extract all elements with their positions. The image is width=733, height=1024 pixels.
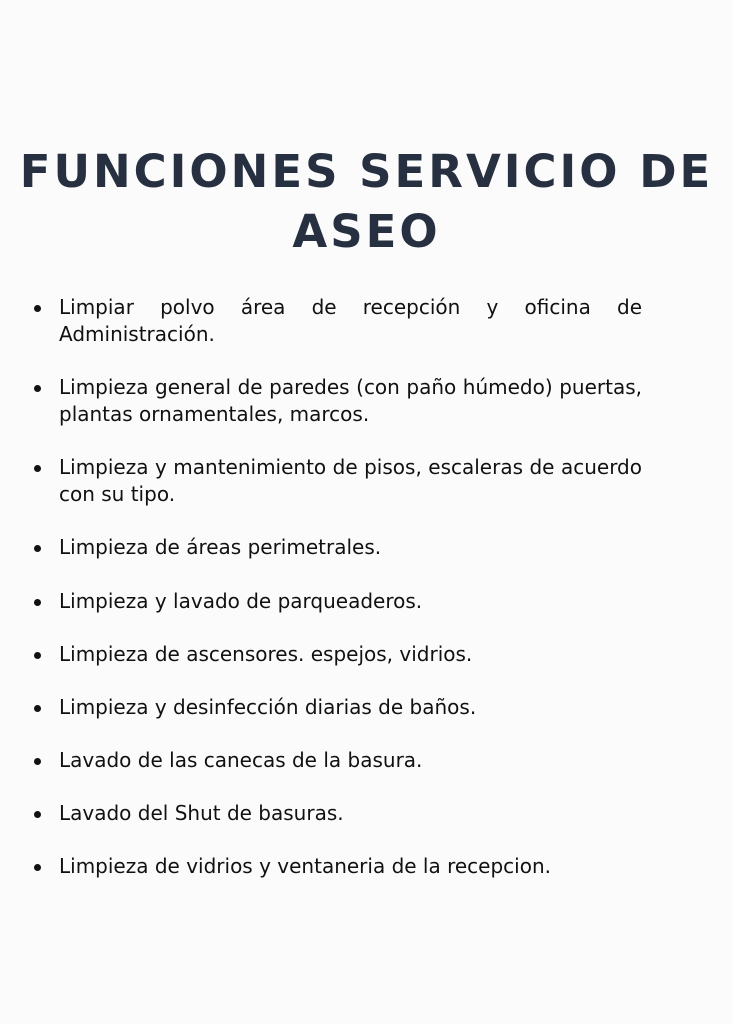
bullet-icon xyxy=(34,305,41,312)
function-item-2 xyxy=(0,374,733,428)
bullet-icon xyxy=(34,705,41,712)
bullet-icon xyxy=(34,758,41,765)
document-title xyxy=(0,142,733,262)
function-item-text: Lavado de las canecas de la basura. xyxy=(59,748,423,772)
function-item-text: Limpieza de vidrios y ventaneria de la recepcion. xyxy=(59,854,552,878)
function-item-text: Limpieza general de paredes (con paño húmedo) puertas, plantas ornamentales, marcos. xyxy=(59,375,642,426)
bullet-icon xyxy=(34,864,41,871)
title-line-1: FUNCIONES SERVICIO DE xyxy=(19,145,714,198)
function-item-text: Limpieza de áreas perimetrales. xyxy=(59,535,382,559)
function-item-10 xyxy=(0,853,733,880)
function-item-9 xyxy=(0,800,733,827)
function-item-text: Lavado del Shut de basuras. xyxy=(59,801,344,825)
function-item-text: Limpieza de ascensores. espejos, vidrios. xyxy=(59,642,473,666)
function-item-text: Limpieza y mantenimiento de pisos, escaleras de acuerdo con su tipo. xyxy=(59,455,642,506)
bullet-icon xyxy=(34,545,41,552)
bullet-icon xyxy=(34,599,41,606)
function-item-6 xyxy=(0,641,733,668)
function-item-3 xyxy=(0,454,733,508)
function-item-8 xyxy=(0,747,733,774)
function-item-5 xyxy=(0,588,733,615)
bullet-icon xyxy=(34,385,41,392)
bullet-icon xyxy=(34,465,41,472)
function-item-text: Limpiar polvo área de recepción y oficina de Administración. xyxy=(59,295,642,346)
bullet-icon xyxy=(34,811,41,818)
function-item-text: Limpieza y desinfección diarias de baños. xyxy=(59,695,477,719)
function-item-7 xyxy=(0,694,733,721)
function-item-1 xyxy=(0,294,733,348)
function-item-text: Limpieza y lavado de parqueaderos. xyxy=(59,589,423,613)
title-line-2: ASEO xyxy=(292,205,441,258)
bullet-icon xyxy=(34,652,41,659)
function-item-4 xyxy=(0,534,733,561)
